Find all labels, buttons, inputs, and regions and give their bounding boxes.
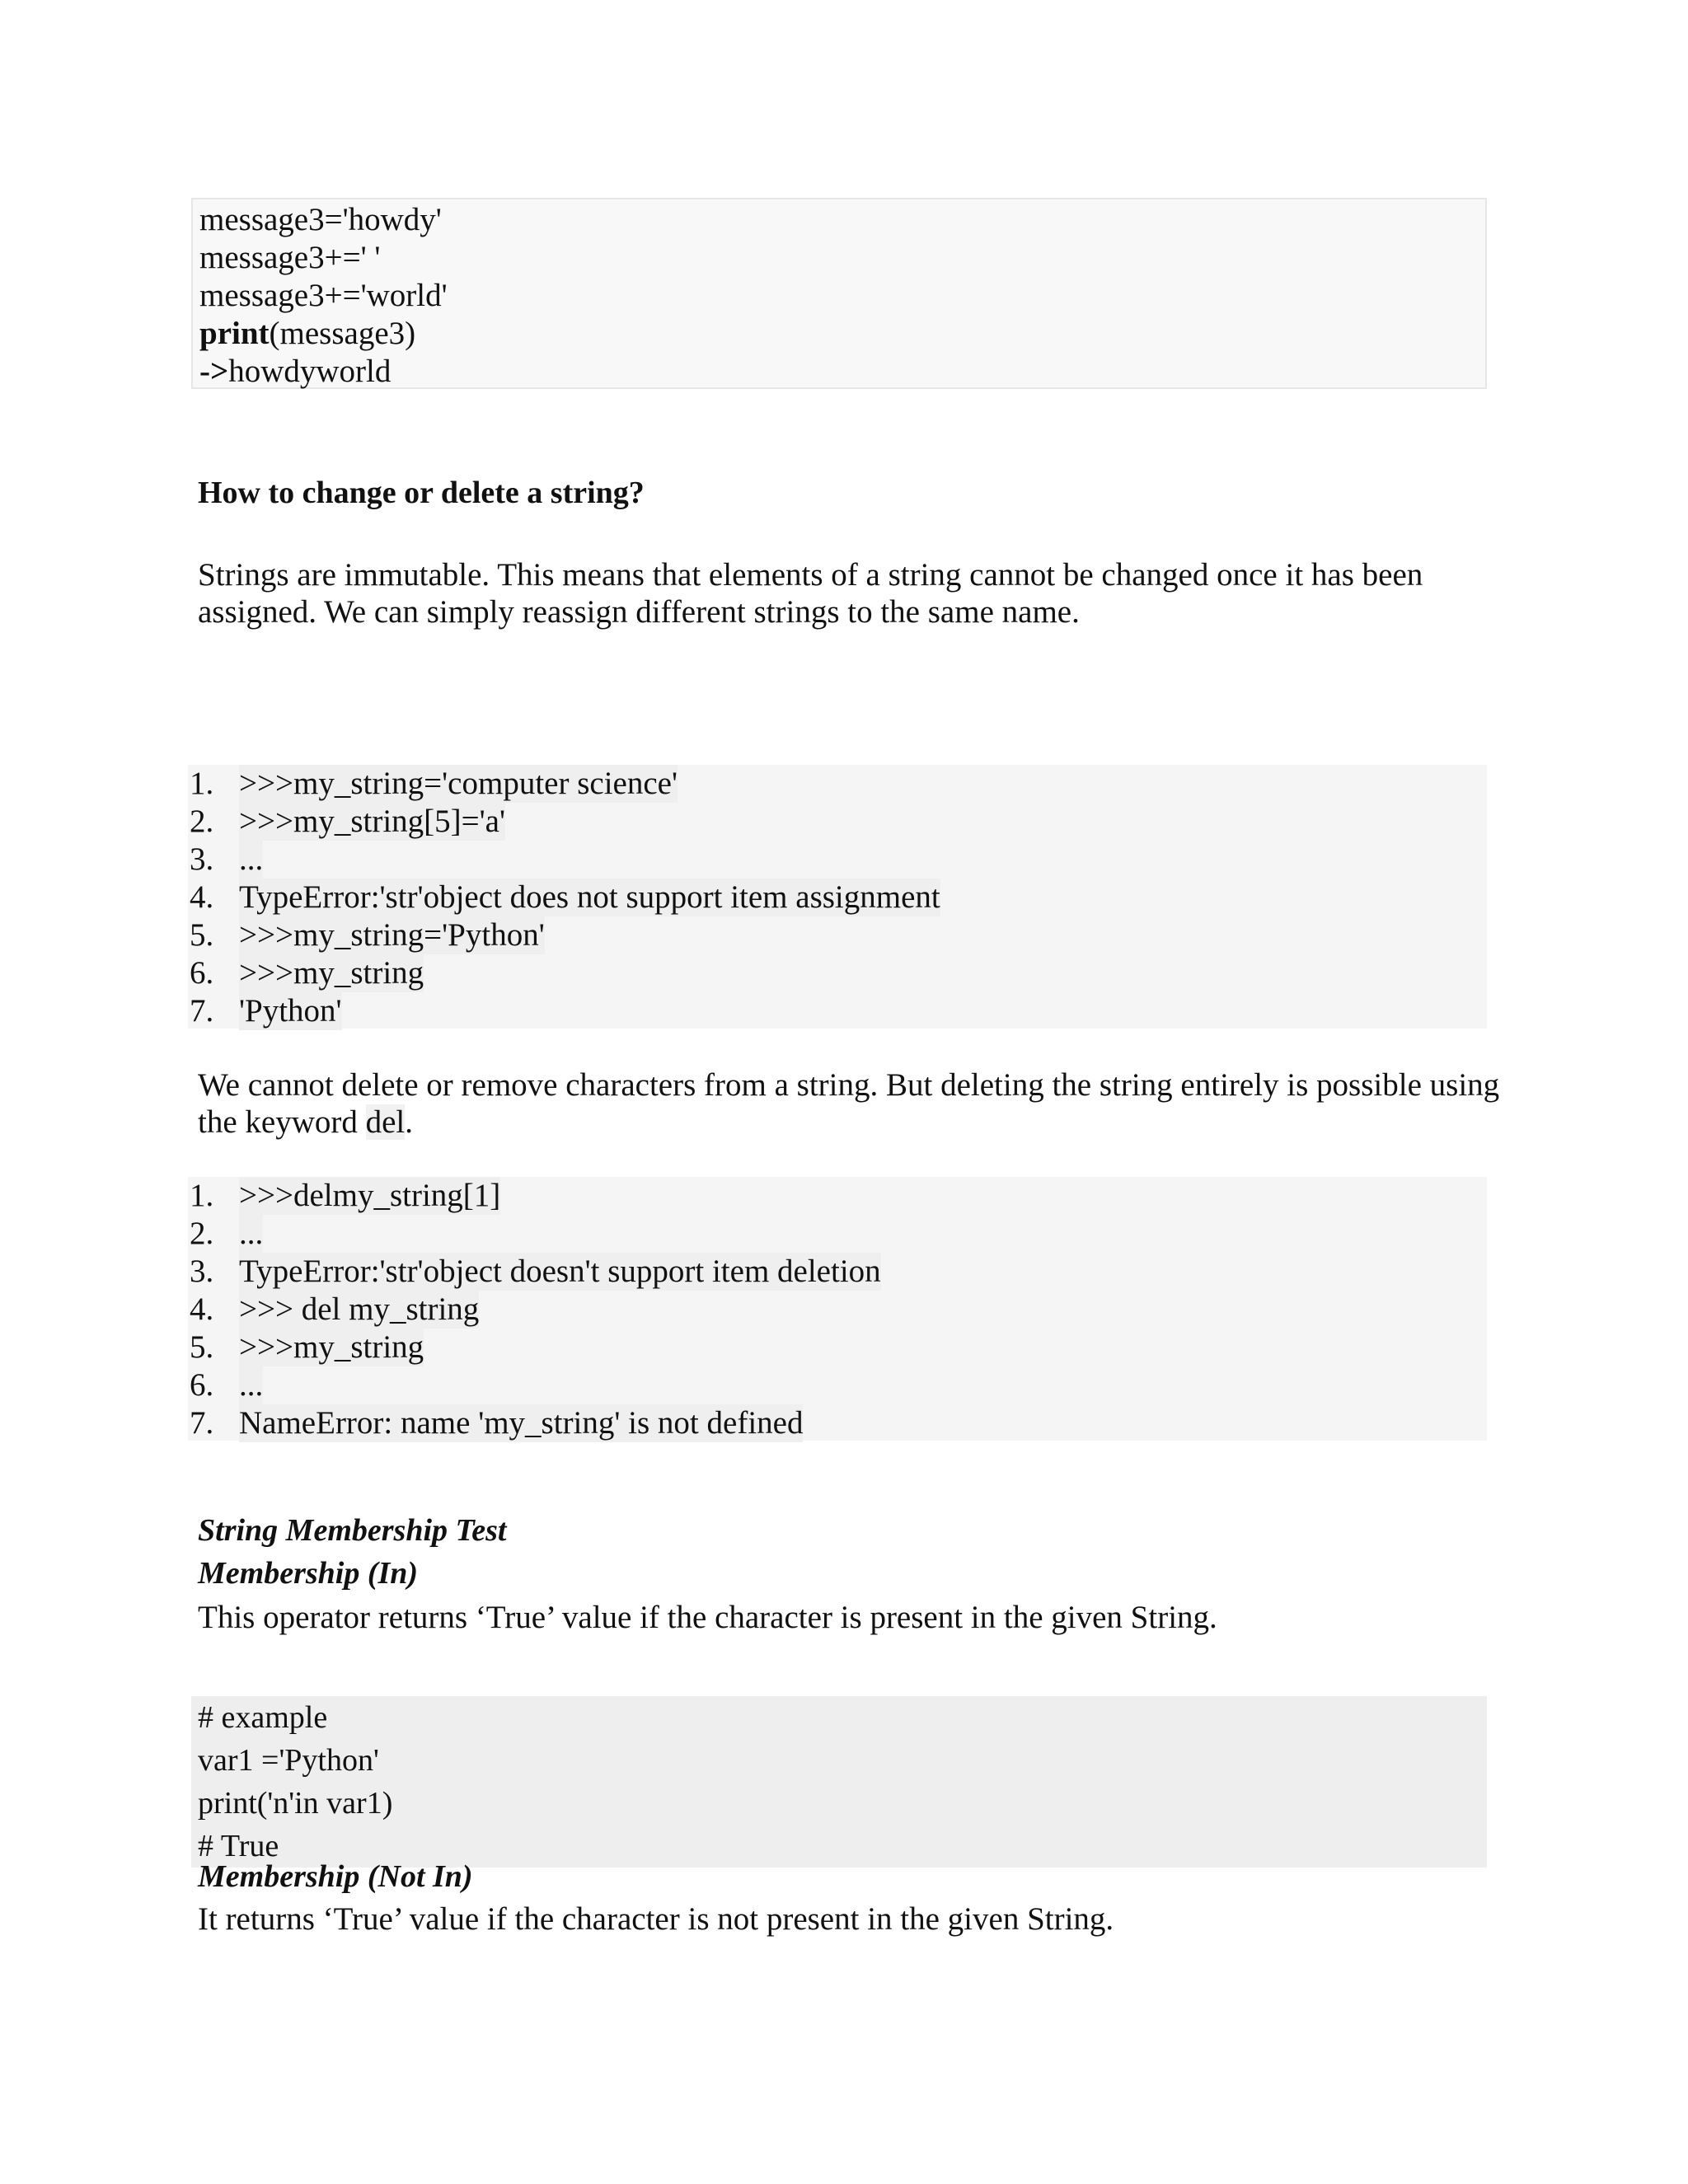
- list-number: 2.: [190, 1216, 214, 1251]
- output-value: howdyworld: [228, 354, 392, 389]
- list-code: NameError: name 'my_string' is not defined: [239, 1405, 804, 1441]
- list-number: 1.: [190, 766, 214, 801]
- list-item: [188, 1291, 1487, 1329]
- membership-in-paragraph: [198, 1599, 1517, 1636]
- code-line: # example: [198, 1700, 328, 1735]
- paragraph-text: This operator returns ‘True’ value if the character is present in the given String.: [198, 1600, 1217, 1635]
- code-block-concatenation: [191, 198, 1487, 389]
- list-code: ...: [239, 1367, 264, 1403]
- list-code: >>>my_string[5]='a': [239, 804, 505, 839]
- list-item: [188, 1177, 1487, 1215]
- list-code: 'Python': [239, 993, 342, 1029]
- list-code: >>> del my_string: [239, 1291, 480, 1327]
- membership-title: String Membership Test: [198, 1513, 507, 1548]
- list-code: >>>my_string='computer science': [239, 766, 678, 801]
- print-keyword: print: [199, 316, 270, 351]
- list-number: 5.: [190, 1329, 214, 1365]
- membership-not-in-heading: Membership (Not In): [198, 1859, 473, 1894]
- code-block-membership-example: [191, 1696, 1487, 1868]
- list-number: 7.: [190, 993, 214, 1029]
- list-item: [188, 879, 1487, 916]
- paragraph-text: [198, 1066, 1517, 1141]
- code-line: message3='howdy': [199, 202, 442, 237]
- output-arrow: ->: [199, 354, 229, 389]
- list-item: [188, 954, 1487, 992]
- list-item: [188, 1366, 1487, 1404]
- section-heading: How to change or delete a string?: [198, 476, 645, 510]
- list-item: [188, 841, 1487, 879]
- list-number: 3.: [190, 1254, 214, 1289]
- list-number: 2.: [190, 804, 214, 839]
- list-item: [188, 1215, 1487, 1253]
- print-args: (message3): [269, 316, 416, 351]
- delete-paragraph: [198, 1066, 1517, 1141]
- code-line: message3+=' ': [199, 240, 381, 275]
- list-item: [188, 1404, 1487, 1442]
- paragraph-text-before: We cannot delete or remove characters from a string. But deleting the string entirely is possible using the keyword: [198, 1067, 1500, 1140]
- immutability-paragraph: [198, 556, 1517, 630]
- list-code: >>>delmy_string[1]: [239, 1178, 501, 1213]
- list-number: 5.: [190, 917, 214, 953]
- list-number: 6.: [190, 955, 214, 991]
- list-item: [188, 916, 1487, 954]
- membership-not-in-paragraph: [198, 1900, 1517, 1938]
- list-item: [188, 1253, 1487, 1291]
- list-code: TypeError:'str'object doesn't support item deletion: [239, 1254, 881, 1289]
- paragraph-text-after: .: [405, 1104, 414, 1140]
- membership-in-heading: Membership (In): [198, 1556, 419, 1591]
- list-number: 4.: [190, 879, 214, 915]
- del-keyword: del: [365, 1104, 406, 1140]
- list-code: ...: [239, 1216, 264, 1251]
- code-list-assignment: [188, 765, 1487, 1029]
- list-number: 3.: [190, 841, 214, 877]
- paragraph-text: Strings are immutable. This means that elements of a string cannot be changed once it has been assigned. We can simply reassign different strings to the same name.: [198, 557, 1423, 630]
- list-item: [188, 803, 1487, 841]
- code-line-print: [199, 315, 1479, 353]
- list-item: [188, 992, 1487, 1030]
- code-line-output: [199, 353, 1479, 391]
- code-line: # True: [198, 1829, 279, 1863]
- list-code: ...: [239, 841, 264, 877]
- list-code: >>>my_string: [239, 955, 424, 991]
- list-code: TypeError:'str'object does not support item assignment: [239, 879, 940, 915]
- list-item: [188, 1329, 1487, 1366]
- code-line: message3+='world': [199, 278, 448, 313]
- code-line: var1 ='Python': [198, 1743, 379, 1778]
- list-number: 1.: [190, 1178, 214, 1213]
- list-item: [188, 765, 1487, 803]
- list-number: 4.: [190, 1291, 214, 1327]
- list-number: 6.: [190, 1367, 214, 1403]
- list-code: >>>my_string='Python': [239, 917, 545, 953]
- paragraph-text: It returns ‘True’ value if the character is not present in the given String.: [198, 1901, 1114, 1937]
- code-list-deletion: [188, 1177, 1487, 1441]
- list-code: >>>my_string: [239, 1329, 424, 1365]
- code-line: print('n'in var1): [198, 1786, 393, 1821]
- list-number: 7.: [190, 1405, 214, 1441]
